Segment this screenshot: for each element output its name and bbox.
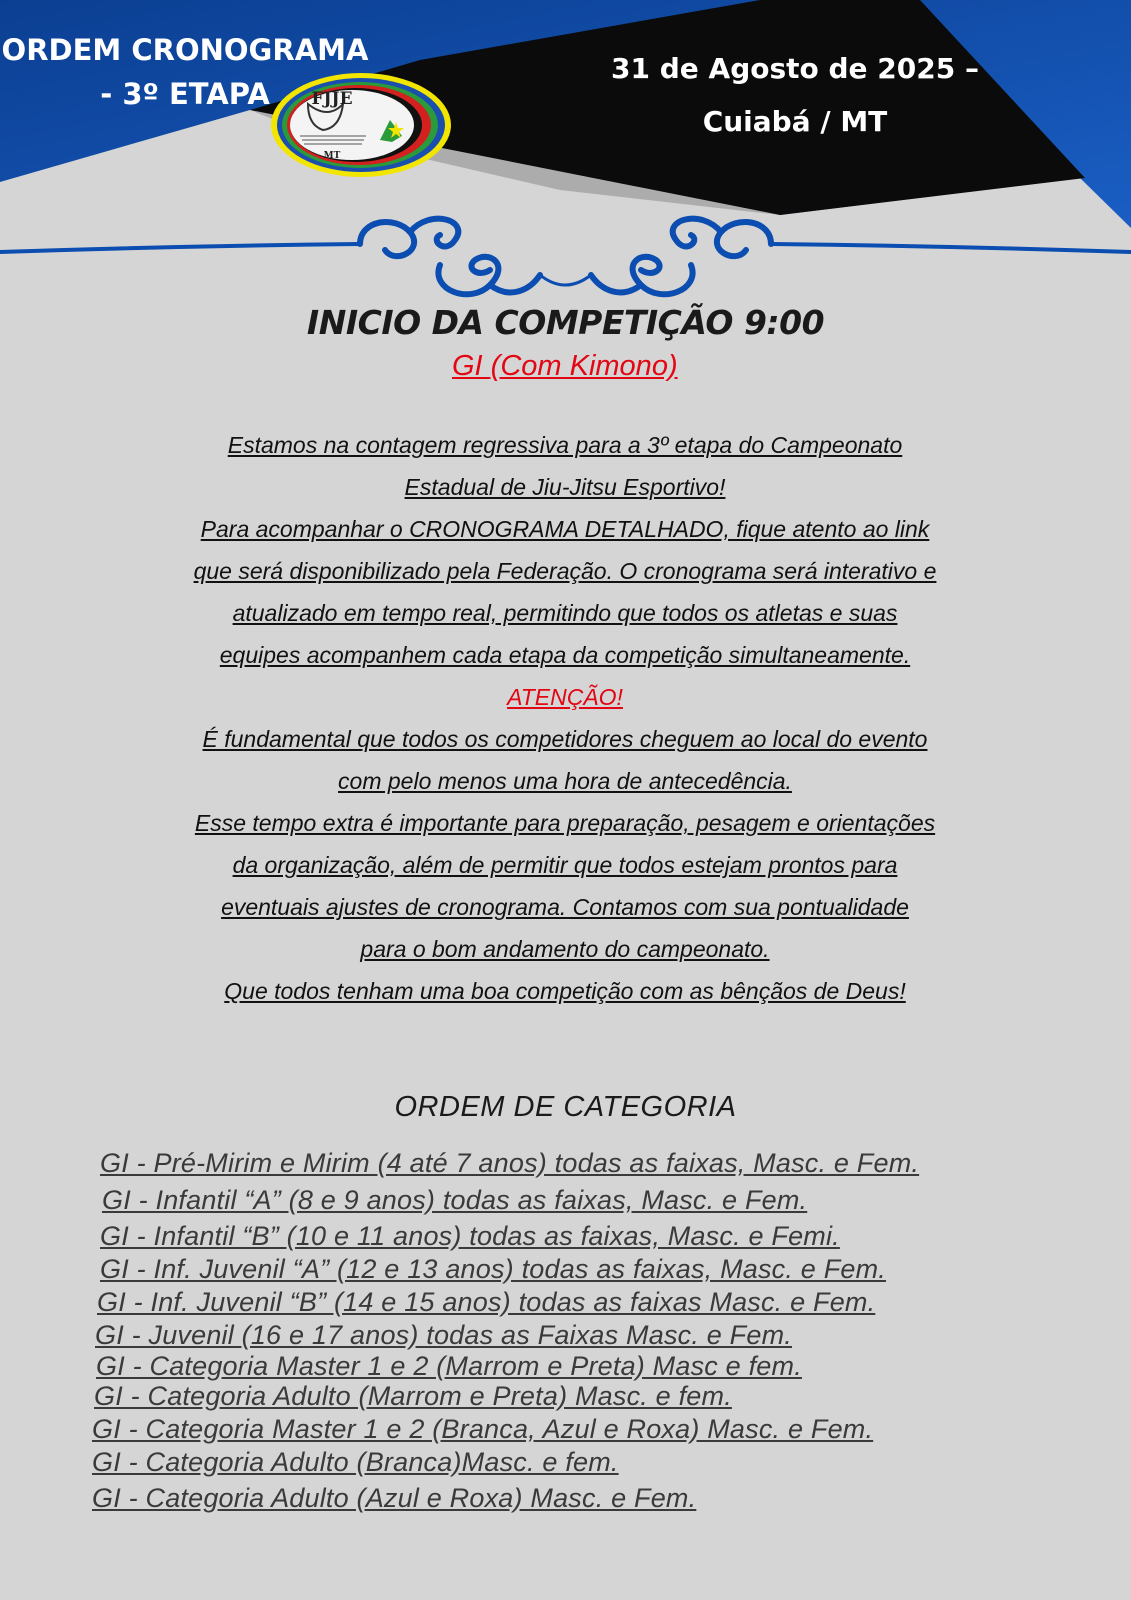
category-item: GI - Categoria Master 1 e 2 (Branca, Azul e Roxa) Masc. e Fem.	[92, 1414, 874, 1444]
logo-state: MT	[323, 151, 341, 161]
message-line: para o bom andamento do campeonato.	[360, 936, 770, 962]
title-line-1: ORDEM CRONOGRAMA	[1, 33, 369, 67]
message-line: atualizado em tempo real, permitindo que todos os atletas e suas	[232, 600, 898, 626]
message-line: Estamos na contagem regressiva para a 3º etapa do Campeonato	[227, 432, 903, 458]
message-line: com pelo menos uma hora de antecedência.	[338, 768, 792, 794]
title-line-2: - 3º ETAPA	[100, 77, 270, 111]
attention-label: ATENÇÃO!	[507, 684, 623, 710]
category-item: GI - Infantil “B” (10 e 11 anos) todas as faixas, Masc. e Femi.	[100, 1221, 840, 1251]
category-order-heading: ORDEM DE CATEGORIA	[394, 1091, 737, 1123]
message-line: da organização, além de permitir que todos estejam prontos para	[232, 852, 898, 878]
fjje-logo	[268, 70, 454, 180]
category-item: GI - Pré-Mirim e Mirim (4 até 7 anos) todas as faixas, Masc. e Fem.	[100, 1148, 920, 1178]
category-item: GI - Inf. Juvenil “B” (14 e 15 anos) todas as faixas Masc. e Fem.	[97, 1287, 876, 1317]
decorative-ornament	[0, 210, 1131, 310]
category-item: GI - Categoria Adulto (Marrom e Preta) Masc. e fem.	[94, 1381, 732, 1411]
category-item: GI - Inf. Juvenil “A” (12 e 13 anos) todas as faixas, Masc. e Fem.	[100, 1254, 887, 1284]
category-item: GI - Categoria Adulto (Branca)Masc. e fem.	[92, 1447, 619, 1477]
category-item: GI - Categoria Master 1 e 2 (Marrom e Preta) Masc e fem.	[96, 1351, 802, 1381]
message-line: que será disponibilizado pela Federação. O cronograma será interativo e	[193, 558, 937, 584]
event-date: 31 de Agosto de 2025 –	[611, 52, 979, 85]
event-location: Cuiabá / MT	[702, 105, 888, 138]
message-line: Estadual de Jiu-Jitsu Esportivo!	[404, 474, 726, 500]
logo-text: FJJE	[311, 89, 353, 109]
message-line: equipes acompanhem cada etapa da competição simultaneamente.	[219, 642, 911, 668]
competition-modality: GI (Com Kimono)	[452, 350, 678, 382]
message-line: Que todos tenham uma boa competição com as bênçãos de Deus!	[224, 978, 906, 1004]
announcement-text	[60, 424, 1070, 1012]
competition-start-title: INICIO DA COMPETIÇÃO 9:00	[306, 303, 825, 342]
message-line: Esse tempo extra é importante para preparação, pesagem e orientações	[194, 810, 936, 836]
message-line: Para acompanhar o CRONOGRAMA DETALHADO, fique atento ao link	[200, 516, 930, 542]
message-line: eventuais ajustes de cronograma. Contamos com sua pontualidade	[221, 894, 909, 920]
category-item: GI - Juvenil (16 e 17 anos) todas as Faixas Masc. e Fem.	[95, 1320, 792, 1350]
event-date-location	[600, 42, 990, 148]
message-line: É fundamental que todos os competidores cheguem ao local do evento	[202, 726, 928, 752]
category-item: GI - Infantil “A” (8 e 9 anos) todas as faixas, Masc. e Fem.	[102, 1185, 808, 1215]
category-item: GI - Categoria Adulto (Azul e Roxa) Masc. e Fem.	[92, 1483, 697, 1513]
